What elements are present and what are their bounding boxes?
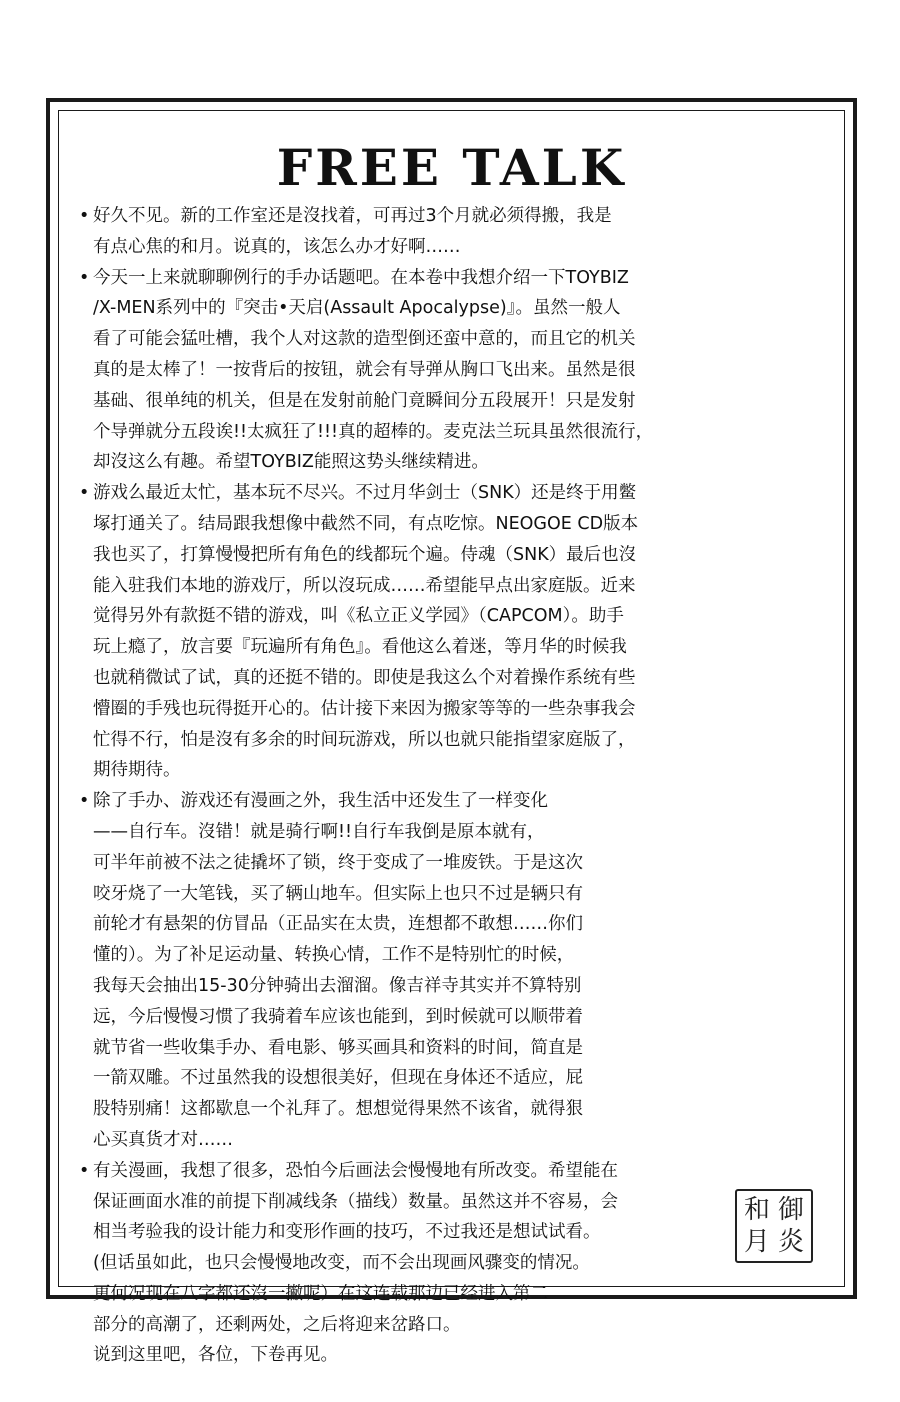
inner-border [58, 110, 845, 1366]
text-line: 塚打通关了。结局跟我想像中截然不同，有点吃惊。NEOGOE CD版本 [93, 513, 639, 534]
text-line: 却沒这么有趣。希望TOYBIZ能照这势头继续精进。 [93, 452, 489, 473]
text-line: 我每天会抽出15-30分钟骑出去溜溜。像吉祥寺其实并不算特别 [93, 975, 582, 996]
paragraph [79, 786, 809, 1156]
page-border [46, 98, 857, 1366]
text-line: 前轮才有悬架的仿冒品（正品实在太贵，连想都不敢想……你们 [93, 914, 583, 935]
text-line: 远，今后慢慢习惯了我骑着车应该也能到，到时候就可以顺带着 [93, 1006, 583, 1027]
text-line: 真的是太棒了！一按背后的按钮，就会有导弹从胸口飞出来。虽然是很 [93, 359, 636, 380]
text-line: 看了可能会猛吐槽，我个人对这款的造型倒还蛮中意的，而且它的机关 [93, 329, 636, 350]
text-line: 说到这里吧，各位，下卷再见。 [93, 1345, 338, 1366]
text-line: 也就稍微试了试，真的还挺不错的。即使是我这么个对着操作系统有些 [93, 667, 636, 688]
text-line: 股特别痛！这都歇息一个礼拜了。想想觉得果然不该省，就得狠 [93, 1099, 583, 1120]
bullet-icon: • [79, 791, 90, 812]
text-line: 可半年前被不法之徒撬坏了锁，终于变成了一堆废铁。于是这次 [93, 852, 583, 873]
text-line: 基础、很单纯的机关，但是在发射前舱门竟瞬间分五段展开！只是发射 [93, 390, 636, 411]
text-line: 游戏么最近太忙，基本玩不尽兴。不过月华剑士（SNK）还是终于用鳖 [93, 483, 637, 504]
text-line: 更何况现在八字都还沒一撇呢）在这连载那边已经进入第二 [93, 1283, 548, 1304]
free-talk-body [79, 201, 809, 1371]
text-line: 就节省一些收集手办、看电影、够买画具和资料的时间，简直是 [93, 1037, 583, 1058]
text-line: 懂的）。为了补足运动量、转换心情，工作不是特别忙的时候， [93, 945, 575, 966]
seal-char: 炎 [777, 1227, 804, 1257]
text-line: 好久不见。新的工作室还是沒找着，可再过3个月就必须得搬，我是 [93, 206, 612, 226]
author-seal-stamp [735, 1189, 813, 1263]
seal-char: 和 [743, 1195, 770, 1225]
paragraph [79, 1156, 809, 1372]
paragraph [79, 478, 809, 786]
text-line: 觉得另外有款挺不错的游戏，叫《私立正义学园》（CAPCOM）。助手 [93, 606, 624, 627]
text-line: 个导弹就分五段诶!!太疯狂了!!!真的超棒的。麦克法兰玩具虽然很流行， [93, 421, 654, 442]
text-line: 咬牙烧了一大笔钱，买了辆山地车。但实际上也只不过是辆只有 [93, 883, 583, 904]
bullet-icon: • [79, 206, 90, 226]
text-line: ——自行车。沒错！就是骑行啊!!自行车我倒是原本就有， [93, 821, 545, 842]
text-line: (但话虽如此，也只会慢慢地改变，而不会出现画风骤变的情况。 [93, 1253, 590, 1274]
text-line: 能入驻我们本地的游戏厅，所以沒玩成……希望能早点出家庭版。近来 [93, 575, 636, 596]
page-title: FREE TALK [276, 138, 627, 197]
text-line: 心买真货才对…… [93, 1129, 233, 1150]
bullet-icon: • [79, 1160, 90, 1181]
text-line: 忙得不行，怕是沒有多余的时间玩游戏，所以也就只能指望家庭版了， [93, 729, 636, 750]
text-line: /X-MEN系列中的『突击•天启(Assault Apocalypse)』。虽然一般人 [93, 298, 621, 319]
text-line: 一箭双雕。不过虽然我的设想很美好，但现在身体还不适应，屁 [93, 1068, 583, 1089]
text-line: 懵圈的手残也玩得挺开心的。估计接下来因为搬家等等的一些杂事我会 [93, 698, 636, 719]
text-line: 有点心焦的和月。说真的，该怎么办才好啊…… [93, 236, 461, 257]
text-line: 除了手办、游戏还有漫画之外，我生活中还发生了一样变化 [93, 791, 548, 812]
text-line: 部分的高潮了，还剩两处，之后将迎来岔路口。 [93, 1314, 461, 1335]
text-line: 相当考验我的设计能力和变形作画的技巧，不过我还是想试试看。 [93, 1222, 601, 1243]
bullet-icon: • [79, 483, 90, 504]
text-line: 保证画面水准的前提下削减线条（描线）数量。虽然这并不容易，会 [93, 1191, 618, 1212]
bullet-icon: • [79, 267, 90, 288]
text-line: 期待期待。 [93, 760, 181, 781]
text-line: 我也买了，打算慢慢把所有角色的线都玩个遍。侍魂（SNK）最后也沒 [93, 544, 637, 565]
text-line: 有关漫画，我想了很多，恐怕今后画法会慢慢地有所改变。希望能在 [93, 1160, 618, 1181]
seal-char: 月 [743, 1227, 770, 1257]
text-line: 玩上瘾了，放言要『玩遍所有角色』。看他这么着迷，等月华的时候我 [93, 637, 627, 658]
paragraph [79, 201, 809, 263]
seal-char: 御 [777, 1195, 804, 1225]
paragraph [79, 263, 809, 479]
text-line: 今天一上来就聊聊例行的手办话题吧。在本卷中我想介绍一下TOYBIZ [93, 267, 629, 288]
